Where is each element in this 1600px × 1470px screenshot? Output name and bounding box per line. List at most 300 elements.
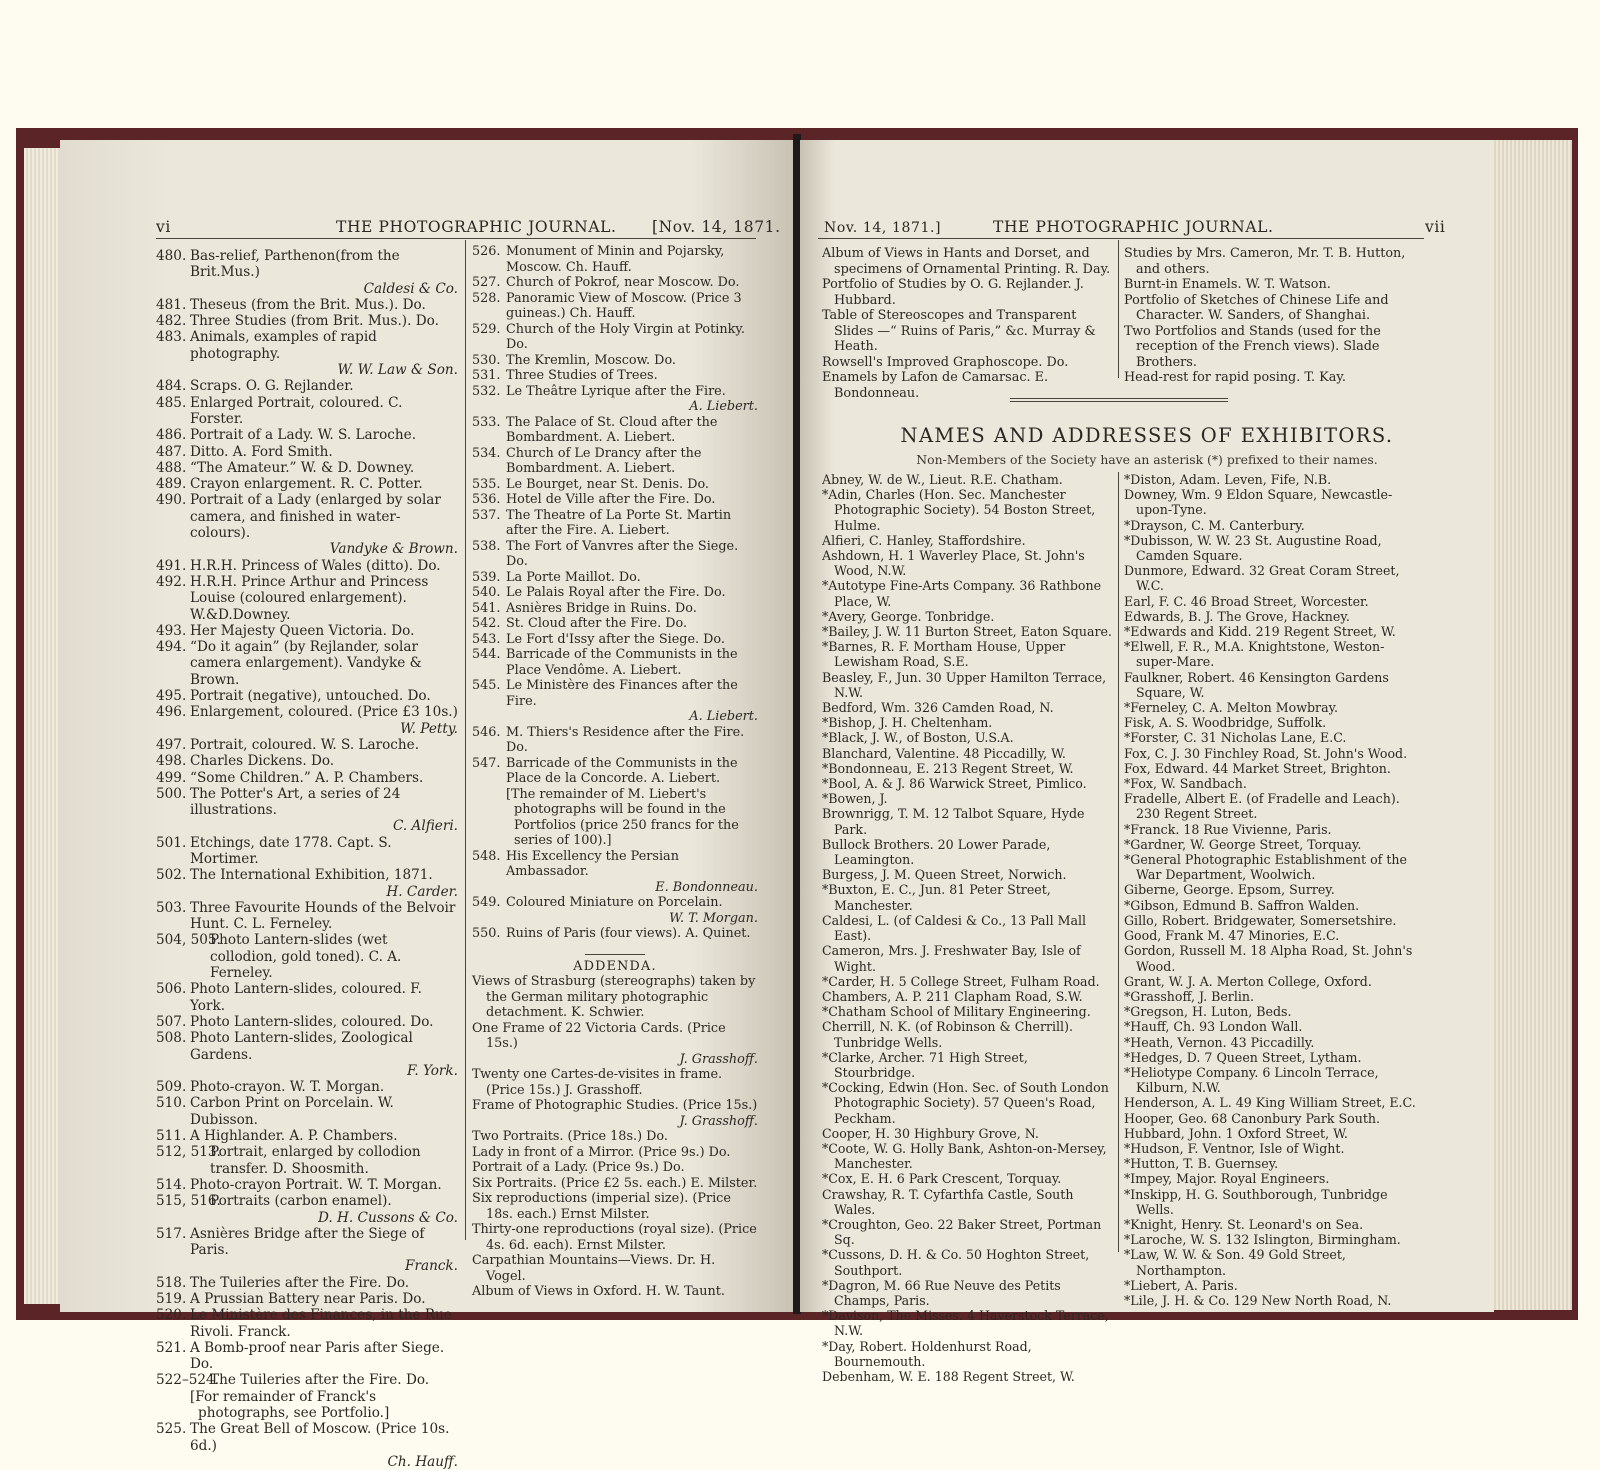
catalogue-entry — [156, 476, 458, 492]
exhibitor-entry: *Heath, Vernon. 43 Piccadilly. — [1124, 1034, 1315, 1050]
exhibitor-entry: *Grasshoff, J. Berlin. — [1124, 988, 1254, 1004]
entry-number: 496. — [156, 704, 187, 721]
catalogue-entry — [156, 427, 458, 443]
exhibitor-entry: Giberne, George. Epsom, Surrey. — [1124, 882, 1335, 898]
catalogue-entry — [156, 1095, 458, 1128]
exhibitor-entry: *Liebert, A. Paris. — [1124, 1277, 1238, 1293]
addenda-entry — [472, 1145, 758, 1161]
entry-text: A Prussian Battery near Paris. Do. — [190, 1291, 426, 1307]
addenda-entry — [472, 1176, 758, 1192]
entry-attribution: A. Liebert. — [689, 399, 758, 414]
entry-number: 498. — [156, 753, 187, 770]
exhibitor-entry: Fox, Edward. 44 Market Street, Brighton. — [1124, 760, 1391, 776]
left-running-title: THE PHOTOGRAPHIC JOURNAL. — [336, 218, 617, 236]
entry-number: 548. — [472, 848, 501, 864]
exhibitor-entry: *Hutton, T. B. Guernsey. — [1124, 1156, 1279, 1172]
addenda-text: Album of Views in Oxford. H. W. Taunt. — [472, 1284, 725, 1299]
entry-number: 525. — [156, 1421, 187, 1438]
exhibitor-entry: Beasley, F., Jun. 30 Upper Hamilton Terrace, N.W. — [822, 669, 1107, 700]
entry-number: 547. — [472, 755, 501, 771]
entry-number: 482. — [156, 313, 187, 330]
exhibitor-entry: *Day, Robert. Holdenhurst Road, Bournemouth. — [822, 1338, 1032, 1369]
addenda-text: Six reproductions (imperial size). (Price 18s. each.) Ernst Milster. — [472, 1191, 731, 1222]
entry-number: 508. — [156, 1030, 187, 1047]
entry-number: 518. — [156, 1274, 187, 1291]
exhibitor-entry: *Edwards and Kidd. 219 Regent Street, W. — [1124, 624, 1396, 640]
entry-number: 499. — [156, 769, 187, 786]
exhibitor-entry: *Buxton, E. C., Jun. 81 Peter Street, Manchester. — [822, 882, 1051, 913]
entry-number: 485. — [156, 394, 187, 411]
entry-text: Barricade of the Communists in the Place de la Concorde. A. Liebert. — [506, 755, 738, 786]
catalogue-entry — [472, 926, 758, 942]
entry-text: H.R.H. Prince Arthur and Princess Louise (coloured enlargement). W.&D.Downey. — [190, 573, 429, 623]
catalogue-entry — [472, 632, 758, 648]
entry-text: Three Studies (from Brit. Mus.). Do. — [190, 313, 439, 330]
addenda-entry — [472, 1222, 758, 1253]
exhibitor-entry: *Bool, A. & J. 86 Warwick Street, Pimlico. — [822, 776, 1087, 792]
entry-number: 527. — [472, 275, 501, 290]
addenda-title: ADDENDA. — [573, 958, 657, 974]
exhibitor-entry: *Carder, H. 5 College Street, Fulham Road. — [822, 973, 1100, 989]
entry-text: Coloured Miniature on Porcelain. — [506, 895, 723, 910]
entry-text: Monument of Minin and Pojarsky, Moscow. Ch. Hauff. — [506, 244, 725, 275]
entry-text: Enlargement, coloured. (Price £3 10s.) — [190, 704, 458, 721]
entry-number: 507. — [156, 1013, 187, 1030]
entry-text: Bas-relief, Parthenon(from the Brit.Mus.) — [190, 248, 400, 281]
addenda-text: Carpathian Mountains—Views. Dr. H. Vogel. — [472, 1253, 716, 1284]
exhibitor-entry: *Dagron, M. 66 Rue Neuve des Petits Champs, Paris. — [822, 1277, 1061, 1308]
objects-column-1 — [822, 246, 1112, 401]
catalogue-entry — [156, 460, 458, 476]
exhibited-object: Studies by Mrs. Cameron, Mr. T. B. Hutton, and others. — [1124, 246, 1406, 277]
exhibitor-entry: *Bishop, J. H. Cheltenham. — [822, 715, 993, 731]
addenda-entry — [472, 1098, 758, 1129]
catalogue-entry — [472, 616, 758, 632]
exhibitor-entry: *Bowen, J. — [822, 791, 888, 807]
addenda-entry — [472, 1021, 758, 1068]
entry-text: Enlarged Portrait, coloured. C. Forster. — [190, 394, 403, 427]
entry-text: The Kremlin, Moscow. Do. — [506, 352, 676, 368]
exhibitor-entry: *Elwell, F. R., M.A. Knightstone, Weston-super-Mare. — [1124, 639, 1385, 670]
entry-text: The Great Bell of Moscow. (Price 10s. 6d.) — [190, 1421, 450, 1454]
exhibitor-entry: *Chatham School of Military Engineering. — [822, 1004, 1091, 1020]
exhibitor-entry: *Diston, Adam. Leven, Fife, N.B. — [1124, 472, 1332, 487]
addenda-text: Six Portraits. (Price £2 5s. each.) E. Milster. — [472, 1175, 758, 1191]
entry-attribution: C. Alfieri. — [392, 818, 458, 835]
entry-number: 550. — [472, 926, 501, 941]
catalogue-entry — [472, 322, 758, 353]
catalogue-entry — [156, 1307, 458, 1340]
catalogue-entry — [156, 313, 458, 329]
exhibitor-entry: *Fox, W. Sandbach. — [1124, 776, 1247, 792]
entry-number: 481. — [156, 296, 187, 313]
exhibitor-entry: *Franck. 18 Rue Vivienne, Paris. — [1124, 821, 1332, 837]
catalogue-entry — [472, 353, 758, 369]
entry-number: 506. — [156, 981, 187, 998]
catalogue-column-1 — [156, 248, 458, 1470]
exhibitor-entry: *Dubisson, W. W. 23 St. Augustine Road, Camden Square. — [1124, 532, 1382, 564]
entry-number: 514. — [156, 1176, 187, 1193]
entry-text: Etchings, date 1778. Capt. S. Mortimer. — [190, 834, 392, 867]
section-rule — [1010, 398, 1228, 399]
editorial-note: [For remainder of Franck's photographs, see Portfolio.] — [190, 1388, 390, 1422]
addenda-entry — [472, 1284, 758, 1300]
entry-text: The Potter's Art, a series of 24 illustrations. — [190, 785, 401, 819]
exhibitor-entry: *Hedges, D. 7 Queen Street, Lytham. — [1124, 1049, 1362, 1065]
entry-attribution: H. Carder. — [386, 883, 458, 900]
entry-text: Photo Lantern-slides, coloured. F. York. — [190, 981, 422, 1014]
right-folio: vii — [1425, 218, 1446, 236]
catalogue-entry — [472, 647, 758, 678]
entry-number: 483. — [156, 329, 187, 346]
entry-text: Carbon Print on Porcelain. W. Dubisson. — [190, 1095, 394, 1128]
catalogue-entry — [156, 704, 458, 737]
exhibitor-entry: *Black, J. W., of Boston, U.S.A. — [822, 730, 1014, 746]
exhibitor-entry: *Bondonneau, E. 213 Regent Street, W. — [822, 760, 1074, 776]
catalogue-entry — [156, 492, 458, 557]
entry-number: 529. — [472, 321, 501, 337]
catalogue-entry — [472, 849, 758, 896]
entry-number: 493. — [156, 622, 187, 639]
objects-column-2 — [1124, 246, 1420, 386]
entry-text: Barricade of the Communists in the Place Vendôme. A. Liebert. — [506, 647, 738, 678]
page-edges-right — [1492, 140, 1572, 1310]
catalogue-entry — [472, 275, 758, 291]
catalogue-entry — [156, 1177, 458, 1193]
left-running-date: [Nov. 14, 1871. — [652, 218, 781, 236]
entry-number: 543. — [472, 631, 501, 647]
catalogue-entry — [156, 1193, 458, 1226]
exhibitor-entry: *Clarke, Archer. 71 High Street, Stourbridge. — [822, 1049, 1028, 1080]
exhibitor-entry: *Cussons, D. H. & Co. 50 Hoghton Street, Southport. — [822, 1247, 1090, 1278]
catalogue-entry — [472, 895, 758, 926]
catalogue-entry — [156, 688, 458, 704]
catalogue-entry — [472, 492, 758, 508]
exhibitor-entry: Gordon, Russell M. 18 Alpha Road, St. John's Wood. — [1124, 943, 1413, 974]
entry-text: Panoramic View of Moscow. (Price 3 guineas.) Ch. Hauff. — [506, 290, 742, 321]
catalogue-entry — [156, 1372, 458, 1388]
addenda-entry — [472, 1191, 758, 1222]
exhibitor-entry: Hooper, Geo. 68 Canonbury Park South. — [1124, 1110, 1381, 1126]
column-rule — [465, 240, 466, 1240]
entry-number: 500. — [156, 785, 187, 802]
exhibitor-entry: *Cox, E. H. 6 Park Crescent, Torquay. — [822, 1171, 1062, 1187]
catalogue-entry — [472, 291, 758, 322]
catalogue-entry — [472, 601, 758, 617]
catalogue-entry — [156, 1421, 458, 1470]
header-rule-right — [818, 238, 1424, 239]
exhibitor-entry: *Impey, Major. Royal Engineers. — [1124, 1171, 1330, 1187]
exhibitor-entry: Good, Frank M. 47 Minories, E.C. — [1124, 928, 1340, 944]
entry-number: 487. — [156, 443, 187, 460]
exhibitor-entry: Bullock Brothers. 20 Lower Parade, Leamington. — [822, 836, 1051, 868]
entry-number: 541. — [472, 600, 501, 616]
exhibited-object: Album of Views in Hants and Dorset, and specimens of Ornamental Printing. R. Day. — [822, 246, 1111, 277]
entry-text: Her Majesty Queen Victoria. Do. — [190, 622, 415, 639]
asterisk-note: Non-Members of the Society have an asterisk (*) prefixed to their names. — [916, 452, 1378, 467]
entry-text: Three Studies of Trees. — [506, 368, 658, 383]
entry-text: Photo-crayon Portrait. W. T. Morgan. — [190, 1176, 442, 1193]
entry-number: 530. — [472, 352, 501, 368]
entry-text: Ruins of Paris (four views). A. Quinet. — [506, 926, 751, 941]
entry-text: Church of Le Drancy after the Bombardment. A. Liebert. — [506, 445, 702, 476]
catalogue-entry — [156, 932, 458, 981]
entry-number: 546. — [472, 724, 501, 740]
entry-text: Church of Pokrof, near Moscow. Do. — [506, 275, 740, 290]
exhibited-object: Portfolio of Studies by O. G. Rejlander. J. Hubbard. — [822, 277, 1084, 308]
entry-number: 504, 505. — [156, 932, 221, 949]
entry-text: The Tuileries after the Fire. Do. — [210, 1372, 430, 1389]
entry-text: Portrait, enlarged by collodion transfer. D. Shoosmith. — [210, 1144, 421, 1177]
entry-attribution: W. Petty. — [400, 720, 458, 737]
entry-number: 544. — [472, 647, 501, 662]
exhibitor-entry: *Adin, Charles (Hon. Sec. Manchester Photographic Society). 54 Boston Street, Hulme. — [822, 487, 1096, 533]
exhibitor-entry: Fox, C. J. 30 Finchley Road, St. John's Wood. — [1124, 745, 1408, 761]
catalogue-entry — [156, 1128, 458, 1144]
entry-text: Le Palais Royal after the Fire. Do. — [506, 585, 726, 600]
entry-text: The Palace of St. Cloud after the Bombardment. A. Liebert. — [506, 414, 718, 445]
entry-text: Photo Lantern-slides (wet collodion, gold toned). C. A. Ferneley. — [210, 932, 402, 982]
entry-text: “Do it again” (by Rejlander, solar camera enlargement). Vandyke & Brown. — [190, 639, 422, 688]
catalogue-entry — [156, 1144, 458, 1177]
exhibitor-entry: Abney, W. de W., Lieut. R.E. Chatham. — [822, 472, 1063, 487]
entry-number: 536. — [472, 492, 501, 507]
exhibitor-entry: *General Photographic Establishment of the War Department, Woolwich. — [1124, 852, 1407, 883]
section-rule-2 — [1010, 401, 1228, 402]
exhibitor-entry: Fradelle, Albert E. (of Fradelle and Leach). 230 Regent Street. — [1124, 791, 1400, 822]
entry-number: 480. — [156, 248, 187, 264]
exhibitors-column-2 — [1124, 472, 1424, 1308]
catalogue-entry — [472, 678, 758, 725]
exhibitor-entry: Caldesi, L. (of Caldesi & Co., 13 Pall Mall East). — [822, 912, 1087, 944]
names-column-rule — [1118, 472, 1119, 1252]
entry-text: Photo Lantern-slides, coloured. Do. — [190, 1013, 434, 1030]
entry-text: The Fort of Vanvres after the Siege. Do. — [506, 538, 739, 569]
exhibitor-entry: Fisk, A. S. Woodbridge, Suffolk. — [1124, 715, 1327, 731]
entry-attribution: Caldesi & Co. — [363, 280, 458, 297]
entry-text: M. Thiers's Residence after the Fire. Do. — [506, 724, 745, 755]
top-column-rule — [1118, 240, 1119, 378]
exhibitor-entry: *Gardner, W. George Street, Torquay. — [1124, 836, 1362, 852]
entry-text: Animals, examples of rapid photography. — [190, 329, 377, 362]
entry-attribution: D. H. Cussons & Co. — [318, 1209, 458, 1226]
addenda-entry — [472, 1160, 758, 1176]
entry-text: Ditto. A. Ford Smith. — [190, 443, 333, 460]
entry-text: Three Favourite Hounds of the Belvoir Hunt. C. L. Ferneley. — [190, 899, 456, 933]
catalogue-entry — [156, 248, 458, 297]
catalogue-entry — [472, 446, 758, 477]
addenda-entry — [472, 1253, 758, 1284]
exhibitor-entry: *Heliotype Company. 6 Lincoln Terrace, Kilburn, N.W. — [1124, 1064, 1379, 1096]
catalogue-entry — [156, 639, 458, 688]
exhibited-object: Enamels by Lafon de Camarsac. E. Bondonneau. — [822, 370, 1049, 401]
entry-text: The International Exhibition, 1871. — [190, 867, 433, 884]
entry-text: Le Theâtre Lyrique after the Fire. — [506, 383, 726, 399]
exhibitor-entry: *Autotype Fine-Arts Company. 36 Rathbone Place, W. — [822, 578, 1102, 609]
exhibitor-entry: *Laroche, W. S. 132 Islington, Birmingham. — [1124, 1232, 1401, 1248]
entry-number: 537. — [472, 507, 501, 523]
addenda-entry — [472, 1067, 758, 1098]
entry-number: 494. — [156, 639, 187, 656]
right-running-date: Nov. 14, 1871.] — [824, 220, 942, 236]
catalogue-entry — [156, 770, 458, 786]
entry-text: A Highlander. A. P. Chambers. — [190, 1128, 398, 1145]
entry-number: 490. — [156, 492, 187, 509]
entry-number: 495. — [156, 688, 187, 705]
entry-number: 538. — [472, 538, 501, 554]
exhibitor-entry: *Croughton, Geo. 22 Baker Street, Portman Sq. — [822, 1216, 1102, 1248]
entry-number: 540. — [472, 585, 501, 600]
catalogue-entry — [156, 297, 458, 313]
exhibitor-entry: Blanchard, Valentine. 48 Piccadilly, W. — [822, 745, 1066, 761]
entry-text: “The Amateur.” W. & D. Downey. — [190, 459, 415, 476]
exhibitor-entry: Downey, Wm. 9 Eldon Square, Newcastle-upon-Tyne. — [1124, 487, 1393, 518]
entry-number: 532. — [472, 383, 501, 399]
entry-number: 517. — [156, 1225, 187, 1242]
editorial-note: [The remainder of M. Liebert's photographs will be found in the Portfolios (price 250 francs for the series of 100).] — [506, 786, 739, 848]
entry-number: 492. — [156, 573, 187, 590]
entry-text: Portrait of a Lady. W. S. Laroche. — [190, 427, 417, 444]
entry-text: Le Ministère des Finances, in the Rue Rivoli. Franck. — [190, 1307, 452, 1340]
addenda-attribution: J. Grasshoff. — [679, 1113, 758, 1129]
entry-number: 521. — [156, 1339, 187, 1356]
entry-text: “Some Children.” A. P. Chambers. — [190, 769, 424, 786]
catalogue-entry — [156, 1030, 458, 1079]
header-rule — [156, 238, 756, 239]
exhibitor-entry: *Hauff, Ch. 93 London Wall. — [1124, 1019, 1303, 1035]
entry-text: Charles Dickens. Do. — [190, 753, 335, 770]
catalogue-entry — [156, 737, 458, 753]
entry-text: St. Cloud after the Fire. Do. — [506, 616, 688, 631]
entry-text: The Theatre of La Porte St. Martin after the Fire. A. Liebert. — [506, 507, 732, 538]
exhibitor-entry: Earl, F. C. 46 Broad Street, Worcester. — [1124, 593, 1369, 609]
exhibited-object: Rowsell's Improved Graphoscope. Do. — [822, 354, 1069, 370]
catalogue-entry — [156, 1014, 458, 1030]
entry-number: 486. — [156, 427, 187, 444]
entry-text: Photo-crayon. W. T. Morgan. — [190, 1079, 385, 1096]
entry-number: 515, 516. — [156, 1193, 221, 1210]
entry-text: H.R.H. Princess of Wales (ditto). Do. — [190, 557, 441, 574]
catalogue-entry — [156, 574, 458, 623]
exhibitor-entry: Edwards, B. J. The Grove, Hackney. — [1124, 608, 1350, 624]
entry-attribution: A. Liebert. — [689, 709, 758, 724]
addenda-entry — [472, 1129, 758, 1145]
exhibitor-entry: *Ferneley, C. A. Melton Mowbray. — [1124, 700, 1339, 716]
exhibited-object: Burnt-in Enamels. W. T. Watson. — [1124, 277, 1331, 292]
entry-attribution: F. York. — [407, 1062, 458, 1079]
catalogue-entry — [156, 835, 458, 868]
catalogue-entry — [156, 444, 458, 460]
exhibitor-entry: *Hudson, F. Ventnor, Isle of Wight. — [1124, 1140, 1345, 1156]
entry-attribution: W. T. Morgan. — [669, 910, 758, 926]
entry-text: Le Fort d'Issy after the Siege. Do. — [506, 631, 725, 647]
entry-attribution: W. W. Law & Son. — [337, 362, 458, 379]
entry-number: 533. — [472, 414, 501, 430]
entry-number: 489. — [156, 476, 187, 493]
entry-text: Hotel de Ville after the Fire. Do. — [506, 492, 716, 507]
exhibited-object: Portfolio of Sketches of Chinese Life and Character. W. Sanders, of Shanghai. — [1124, 292, 1389, 323]
addenda-text: Portrait of a Lady. (Price 9s.) Do. — [472, 1160, 685, 1175]
exhibitor-entry: *Inskipp, H. G. Southborough, Tunbridge Wells. — [1124, 1186, 1388, 1217]
entry-text: Portraits (carbon enamel). — [210, 1193, 392, 1210]
exhibitor-entry: Alfieri, C. Hanley, Staffordshire. — [822, 532, 1026, 548]
catalogue-entry — [156, 981, 458, 1014]
catalogue-entry — [156, 753, 458, 769]
entry-attribution: Franck. — [405, 1258, 458, 1275]
catalogue-entry — [156, 867, 458, 900]
entry-number: 549. — [472, 895, 501, 910]
entry-number: 528. — [472, 290, 501, 306]
entry-number: 531. — [472, 368, 501, 383]
exhibitors-column-1 — [822, 472, 1112, 1384]
exhibitor-entry: Cooper, H. 30 Highbury Grove, N. — [822, 1125, 1039, 1141]
entry-text: Le Bourget, near St. Denis. Do. — [506, 476, 710, 492]
catalogue-entry — [156, 1079, 458, 1095]
exhibitor-entry: Cameron, Mrs. J. Freshwater Bay, Isle of Wight. — [822, 943, 1081, 974]
exhibitors-heading: NAMES AND ADDRESSES OF EXHIBITORS. — [900, 424, 1394, 447]
catalogue-entry — [472, 477, 758, 493]
entry-attribution: Ch. Hauff. — [387, 1453, 458, 1470]
exhibitor-entry: Cherrill, N. K. (of Robinson & Cherrill). Tunbridge Wells. — [822, 1019, 1074, 1050]
exhibitor-entry: *Barnes, R. F. Mortham House, Upper Lewisham Road, S.E. — [822, 639, 1066, 670]
left-folio: vi — [156, 218, 171, 236]
entry-number: 503. — [156, 899, 187, 916]
entry-number: 502. — [156, 867, 187, 884]
entry-attribution: Vandyke & Brown. — [329, 541, 458, 558]
entry-attribution: E. Bondonneau. — [655, 879, 758, 895]
left-page — [60, 140, 794, 1470]
exhibitor-entry: Debenham, W. E. 188 Regent Street, W. — [822, 1368, 1075, 1384]
catalogue-entry — [156, 623, 458, 639]
catalogue-entry — [472, 570, 758, 586]
entry-number: 522–524. — [156, 1372, 220, 1389]
exhibitor-entry: Ashdown, H. 1 Waverley Place, St. John's Wood, N.W. — [822, 548, 1085, 579]
exhibitor-entry: Hubbard, John. 1 Oxford Street, W. — [1124, 1125, 1348, 1141]
exhibitor-entry: Gillo, Robert. Bridgewater, Somersetshire. — [1124, 912, 1397, 928]
exhibitor-entry: *Avery, George. Tonbridge. — [822, 608, 995, 624]
entry-text: Crayon enlargement. R. C. Potter. — [190, 476, 423, 493]
exhibitor-entry: *Gibson, Edmund B. Saffron Walden. — [1124, 897, 1360, 913]
addenda-text: One Frame of 22 Victoria Cards. (Price 15s.) — [472, 1020, 726, 1051]
right-running-title: THE PHOTOGRAPHIC JOURNAL. — [993, 218, 1274, 236]
catalogue-entry — [472, 415, 758, 446]
entry-number: 488. — [156, 459, 187, 476]
exhibitor-entry: Burgess, J. M. Queen Street, Norwich. — [822, 867, 1067, 883]
catalogue-entry — [156, 1340, 458, 1373]
exhibitor-entry: Henderson, A. L. 49 King William Street, E.C. — [1124, 1095, 1416, 1111]
entry-number: 501. — [156, 834, 187, 851]
exhibitor-entry: *Cocking, Edwin (Hon. Sec. of South London Photographic Society). 57 Queen's Road, Peckham. — [822, 1080, 1109, 1126]
entry-text: Photo Lantern-slides, Zoological Gardens. — [190, 1030, 413, 1063]
exhibitor-entry: *Law, W. W. & Son. 49 Gold Street, Northampton. — [1124, 1247, 1346, 1278]
addenda-text: Thirty-one reproductions (royal size). (Price 4s. 6d. each). Ernst Milster. — [472, 1222, 757, 1253]
entry-text: Portrait, coloured. W. S. Laroche. — [190, 736, 420, 753]
exhibited-object: Two Portfolios and Stands (used for the reception of the French views). Slade Brothers. — [1124, 323, 1381, 370]
catalogue-column-2 — [472, 244, 758, 1300]
entry-number: 520. — [156, 1307, 187, 1324]
catalogue-entry — [472, 384, 758, 415]
catalogue-entries — [472, 244, 758, 942]
exhibitor-entry: *Lile, J. H. & Co. 129 New North Road, N. — [1124, 1292, 1392, 1308]
entry-text: Asnières Bridge after the Siege of Paris. — [190, 1225, 425, 1259]
exhibitor-entry: Faulkner, Robert. 46 Kensington Gardens Square, W. — [1124, 669, 1389, 700]
addenda-text: Frame of Photographic Studies. (Price 15s.) — [472, 1098, 758, 1113]
catalogue-entry — [156, 1291, 458, 1307]
exhibitor-entry: Brownrigg, T. M. 12 Talbot Square, Hyde Park. — [822, 806, 1085, 837]
entry-number: 511. — [156, 1128, 187, 1145]
entry-text: A Bomb-proof near Paris after Siege. Do. — [190, 1339, 445, 1373]
exhibited-object: Table of Stereoscopes and Transparent Slides —“ Ruins of Paris,” &c. Murray & Heath. — [822, 308, 1096, 354]
